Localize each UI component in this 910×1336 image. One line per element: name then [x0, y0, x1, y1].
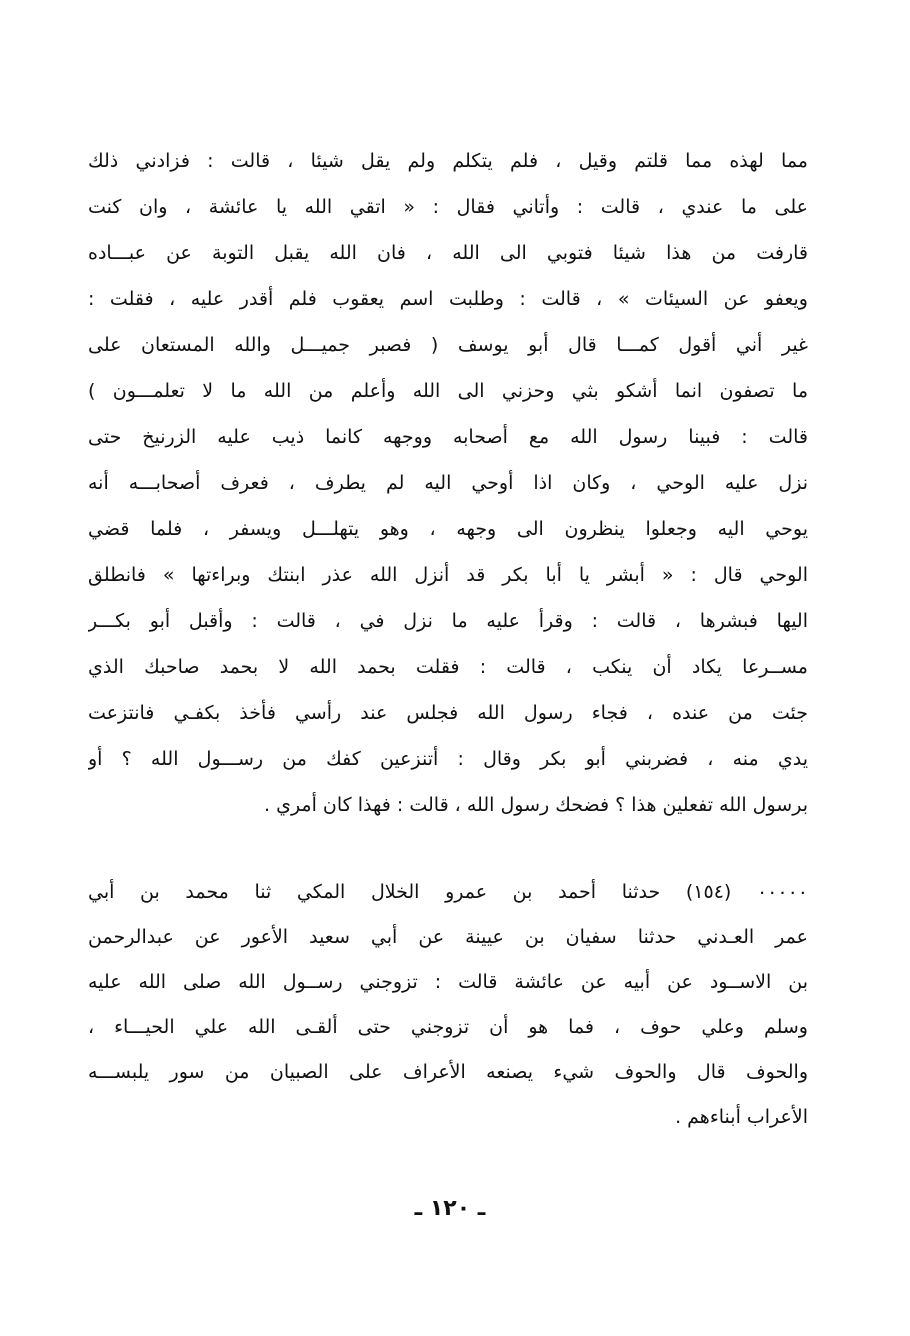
text-line: الوحي قال : « أبشر يا أبا بكر قد أنزل الله عذر ابنتك وبراءتها » فانطلق	[88, 564, 808, 586]
text-line: غير أني أقول كمـــا قال أبو يوسف ( فصبر جميـــل والله المستعان على	[88, 334, 808, 356]
text-line: على ما عندي ، قالت : وأتاني فقال : « اتقي الله يا عائشة ، وان كنت	[88, 196, 808, 218]
page-number: ـ ١٢٠ ـ	[414, 1196, 486, 1221]
text-line: يوحي اليه وجعلوا ينظرون الى وجهه ، وهو يتهلـــل ويسفر ، فلما قضي	[88, 518, 808, 540]
text-line: جئت من عنده ، فجاء رسول الله فجلس عند رأسي فأخذ بكفـي فانتزعت	[88, 702, 808, 724]
text-line: قارفت من هذا شيئا فتوبي الى الله ، فان الله يقبل التوبة عن عبـــاده	[88, 242, 808, 264]
text-line: ويعفو عن السيئات » ، قالت : وطلبت اسم يعقوب فلم أقدر عليه ، فقلت :	[88, 288, 808, 310]
text-line: نزل عليه الوحي ، وكان اذا أوحي اليه لم يطرف ، فعرف أصحابـــه أنه	[88, 472, 808, 494]
text-line: مســرعا يكاد أن ينكب ، قالت : فقلت بحمد الله لا بحمد صاحبك الذي	[88, 656, 808, 678]
text-line: عمر العـدني حدثنا سفيان بن عيينة عن أبي سعيد الأعور عن عبدالرحمن	[88, 926, 808, 948]
text-line: ما تصفون انما أشكو بثي وحزني الى الله وأعلم من الله ما لا تعلمـــون )	[88, 380, 808, 402]
paragraph-hadith-aisha-ifk	[88, 138, 808, 828]
paragraph-hadith-154	[88, 870, 808, 1140]
text-line: ٠٠٠٠٠ (١٥٤) حدثنا أحمد بن عمرو الخلال المكي ثنا محمد بن أبي	[88, 881, 808, 903]
text-line: بن الاســود عن أبيه عن عائشة قالت : تزوجني رســول الله صلى الله عليه	[88, 971, 808, 993]
text-line: يدي منه ، فضربني أبو بكر وقال : أتنزعين كفك من رســـول الله ؟ أو	[88, 748, 808, 770]
text-line: الأعراب أبناءهم .	[675, 1106, 808, 1128]
text-line: مما لهذه مما قلتم وقيل ، فلم يتكلم ولم يقل شيئا ، قالت : فزادني ذلك	[88, 150, 808, 172]
text-line: برسول الله تفعلين هذا ؟ فضحك رسول الله ، قالت : فهذا كان أمري .	[264, 794, 808, 816]
text-line: والحوف قال والحوف شيء يصنعه الأعراف على الصبيان من سور يلبســـه	[88, 1061, 808, 1083]
text-line: وسلم وعلي حوف ، فما هو أن تزوجني حتى ألقـى الله علي الحيـــاء ،	[88, 1016, 808, 1038]
text-line: اليها فبشرها ، قالت : وقرأ عليه ما نزل في ، قالت : وأقبل أبو بكـــر	[88, 610, 808, 632]
text-line: قالت : فبينا رسول الله مع أصحابه ووجهه كانما ذيب عليه الزرنيخ حتى	[88, 426, 808, 448]
